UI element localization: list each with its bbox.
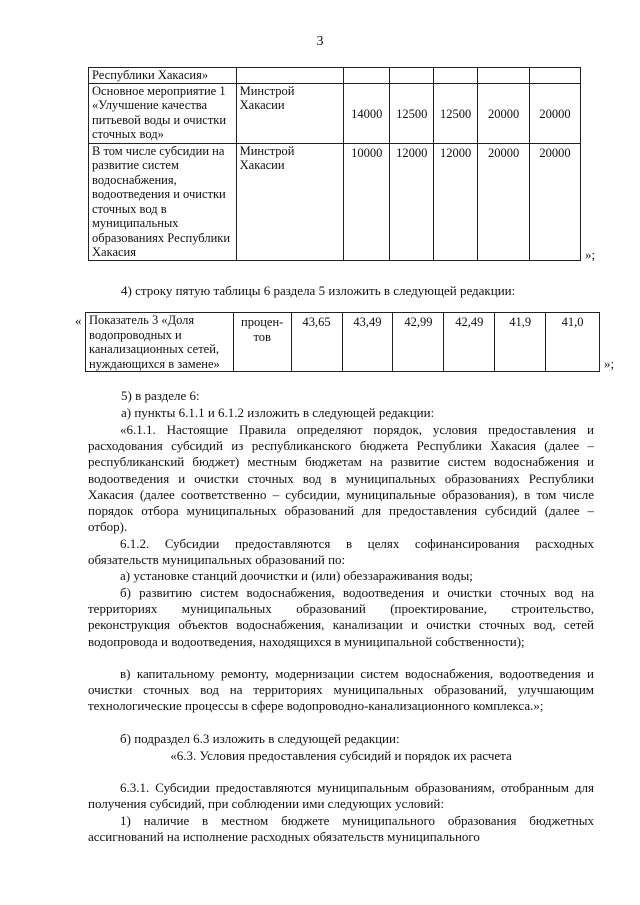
table-row xyxy=(89,83,581,143)
paragraph-section-6: 5) в разделе 6: xyxy=(121,388,200,403)
table-cell-value: 12000 xyxy=(390,143,434,260)
table-cell-value: 20000 xyxy=(530,83,581,143)
table-cell-name: В том числе субсидии на развитие систем водоснабжения, водоотведения и очистки сточных вод в муниципальных образованиях Республики Хакасия xyxy=(89,143,237,260)
table-cell-name: Республики Хакасия» xyxy=(89,68,237,84)
table1-closing-quote: »; xyxy=(585,247,596,262)
table-cell-value xyxy=(478,68,530,84)
indicator-value: 42,99 xyxy=(393,313,444,372)
indicator-unit: процен-тов xyxy=(233,313,291,372)
table-cell-executor: Минстрой Хакасии xyxy=(236,83,344,143)
paragraph-6-3-1: 6.3.1. Субсидии предоставляются муниципальным образованиям, отобранным для получения субсидий, при соблюдении ими следующих условий: xyxy=(88,780,594,812)
paragraph-item-a: а) пункты 6.1.1 и 6.1.2 изложить в следующей редакции: xyxy=(121,405,435,420)
table-cell-value xyxy=(530,68,581,84)
table-cell-value: 12500 xyxy=(434,83,478,143)
table-cell-value: 20000 xyxy=(478,143,530,260)
table-cell-value: 14000 xyxy=(344,83,390,143)
indicator-value: 42,49 xyxy=(444,313,495,372)
indicator-value: 41,9 xyxy=(495,313,546,372)
indicator-value: 43,49 xyxy=(342,313,393,372)
table-cell-value: 12000 xyxy=(434,143,478,260)
table-cell-name: Основное мероприятие 1 «Улучшение качества питьевой воды и очистки сточных вод» xyxy=(89,83,237,143)
table-cell-value xyxy=(344,68,390,84)
paragraph-6-1-2-b: б) развитию систем водоснабжения, водоотведения и очистки сточных вод на территориях муниципальных образований (проектирование, строительство, реконструкция объектов водоснабжения, канализации и очистки сточных вод, сетей водопровода и водоотведения, находящихся в муниципальной собственности); xyxy=(88,585,594,649)
page-number: 3 xyxy=(316,34,324,49)
paragraph-6-1-2: 6.1.2. Субсидии предоставляются в целях софинансирования расходных обязательств муниципальных образований по: xyxy=(88,536,594,568)
table-row xyxy=(86,313,600,372)
table-cell-executor: Минстрой Хакасии xyxy=(236,143,344,260)
item-4: 4) строку пятую таблицы 6 раздела 5 изложить в следующей редакции: xyxy=(121,283,516,298)
table-cell-value: 10000 xyxy=(344,143,390,260)
indicator-value: 41,0 xyxy=(546,313,600,372)
table-row xyxy=(89,68,581,84)
table-cell-value: 12500 xyxy=(390,83,434,143)
paragraph-6-1-2-a: а) установке станций доочистки и (или) обеззараживания воды; xyxy=(120,568,473,583)
indicator-value: 43,65 xyxy=(291,313,342,372)
paragraph-item-b: б) подраздел 6.3 изложить в следующей редакции: xyxy=(120,731,400,746)
paragraph-6-1-1: «6.1.1. Настоящие Правила определяют порядок, условия предоставления и расходования субсидий из республиканского бюджета Республики Хакасия (далее – республиканский бюджет) местным бюджетам на развитие систем водоснабжения и водоотведения и очистки сточных вод в муниципальных образованиях Республики Хакасия (далее соответственно – субсидии, муниципальные образования), в том числе порядок отбора муниципальных образований для предоставления субсидий (далее – отбор). xyxy=(88,422,594,535)
table-cell-value xyxy=(434,68,478,84)
indicator-name: Показатель 3 «Доля водопроводных и канализационных сетей, нуждающихся в замене» xyxy=(86,313,234,372)
paragraph-6-1-2-v: в) капитальному ремонту, модернизации систем водоснабжения, водоотведения и очистки сточных вод на территориях муниципальных образований, улучшающим технологические процессы в сфере водопроводно-канализационного комплекса.»; xyxy=(88,666,594,714)
indicator-table xyxy=(85,312,600,372)
subsection-6-3-title: «6.3. Условия предоставления субсидий и порядок их расчета xyxy=(170,748,512,763)
table2-closing-quote: »; xyxy=(604,356,615,371)
table-cell-value: 20000 xyxy=(530,143,581,260)
table-cell-executor xyxy=(236,68,344,84)
paragraph-6-3-1-1: 1) наличие в местном бюджете муниципального образования бюджетных ассигнований на исполнение расходных обязательств муниципального xyxy=(88,813,594,845)
table-cell-value xyxy=(390,68,434,84)
table-row xyxy=(89,143,581,260)
table2-opening-quote: « xyxy=(75,313,82,328)
program-funding-table xyxy=(88,67,581,261)
table-cell-value: 20000 xyxy=(478,83,530,143)
